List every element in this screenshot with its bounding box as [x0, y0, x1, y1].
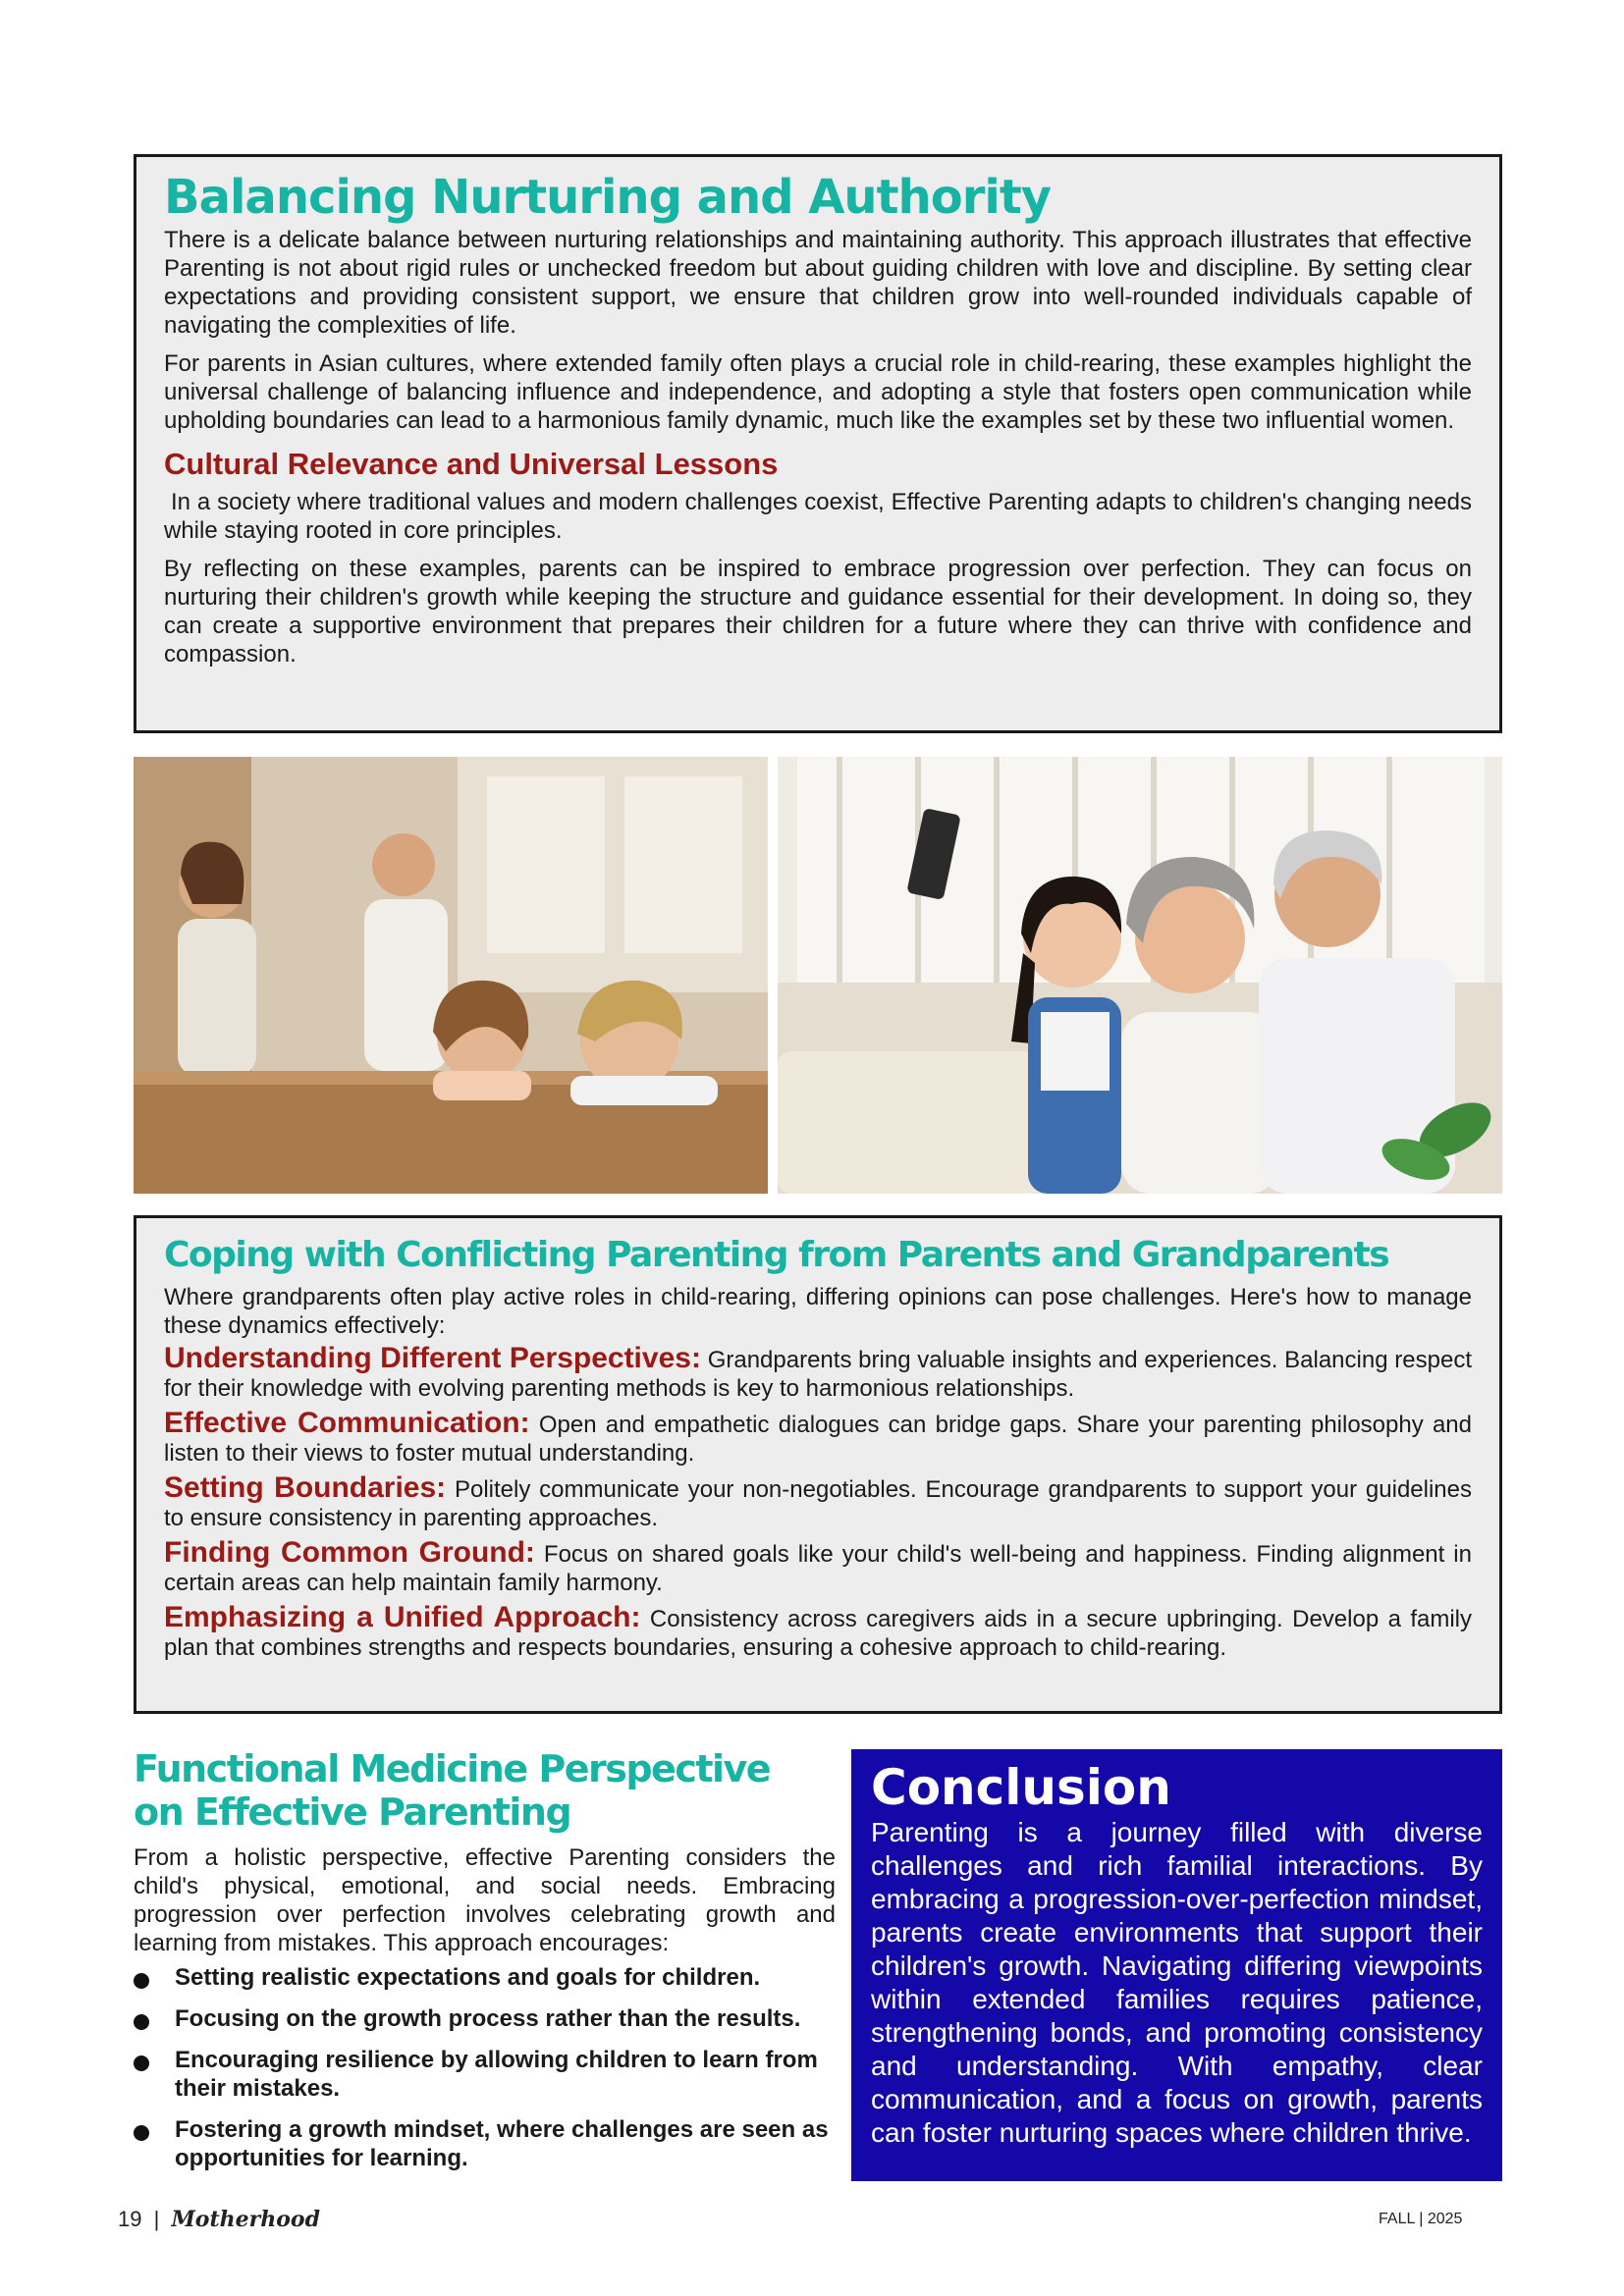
conclusion-box: [851, 1749, 1502, 2181]
section-balancing-box: [134, 154, 1502, 733]
issue-label: FALL | 2025: [1379, 2211, 1463, 2227]
photo-grandparents-selfie-illustration: [778, 757, 1502, 1194]
section-functional-medicine: [134, 1747, 836, 2185]
term-text: Open and empathetic dialogues can bridge gaps. Share your parenting philosophy and listen to their views to foster mutual understanding.: [164, 1412, 1473, 1467]
term-item: [164, 1538, 1472, 1597]
section-title: Balancing Nurturing and Authority: [164, 170, 1052, 225]
footer-separator: |: [153, 2207, 160, 2231]
term-label: Emphasizing a Unified Approach:: [164, 1601, 641, 1633]
term-item: [164, 1603, 1472, 1662]
bullet-icon: [134, 2056, 149, 2071]
list-item: Encouraging resilience by allowing children to learn from their mistakes.: [134, 2046, 836, 2103]
term-label: Setting Boundaries:: [164, 1471, 447, 1504]
term-item: [164, 1344, 1472, 1403]
paragraph: For parents in Asian cultures, where extended family often plays a crucial role in child-rearing, these examples highlight the universal challenge of balancing influence and independence, and adopting a style that fosters open communication while upholding boundaries can lead to a harmonious family dynamic, much like the examples set by these two influential women.: [164, 350, 1472, 434]
section-coping-box: [134, 1215, 1502, 1714]
bullet-icon: [134, 2125, 149, 2141]
list-item: Focusing on the growth process rather than the results.: [134, 2004, 836, 2033]
term-label: Effective Communication:: [164, 1407, 530, 1439]
term-label: Finding Common Ground:: [164, 1536, 535, 1569]
bullet-icon: [134, 2014, 149, 2030]
conclusion-text: Parenting is a journey filled with diverse challenges and rich familial interactions. By embracing a progression-over-perfection mindset, parents create environments that support their children's growth. Navigating differing viewpoints within extended families requires patience, strengthening bonds, and promoting consistency and understanding. With empathy, clear communication, and a focus on growth, parents can foster nurturing spaces where children thrive.: [871, 1817, 1483, 2148]
photo-arguing-parents: [134, 757, 768, 1194]
term-text: Politely communicate your non-negotiables. Encourage grandparents to support your guidelines to ensure consistency in parenting approaches.: [164, 1476, 1473, 1531]
term-text: Focus on shared goals like your child's well-being and happiness. Finding alignment in certain areas can help maintain family harmony.: [164, 1541, 1472, 1596]
paragraph: From a holistic perspective, effective Parenting considers the child's physical, emotional, and social needs. Embracing progression over perfection involves celebrating growth and learning from mistakes. This approach encourages:: [134, 1844, 836, 1956]
page-number: 19: [118, 2207, 142, 2231]
photo-arguing-parents-illustration: [134, 757, 768, 1194]
magazine-logo: Motherhood: [171, 2207, 320, 2232]
title-line-2: on Effective Parenting: [134, 1790, 571, 1834]
paragraph: By reflecting on these examples, parents can be inspired to embrace progression over perfection. They can focus on nurturing their children's growth while keeping the structure and guidance essential for their development. In doing so, they can create a supportive environment that prepares their children for a future where they can thrive with confidence and compassion.: [164, 556, 1472, 667]
paragraph: There is a delicate balance between nurturing relationships and maintaining authority. This approach illustrates that effective Parenting is not about rigid rules or unchecked freedom but about guiding children with love and discipline. By setting clear expectations and providing consistent support, we ensure that children grow into well-rounded individuals capable of navigating the complexities of life.: [164, 227, 1472, 339]
term-item: [164, 1409, 1472, 1468]
title-line-1: Functional Medicine Perspective: [134, 1747, 771, 1790]
list-item: Setting realistic expectations and goals for children.: [134, 1963, 836, 1992]
paragraph: In a society where traditional values and modern challenges coexist, Effective Parenting adapts to children's changing needs while staying rooted in core principles.: [164, 489, 1479, 544]
section-title: [134, 1747, 836, 1834]
term-text: Consistency across caregivers aids in a secure upbringing. Develop a family plan that combines strengths and respects boundaries, ensuring a cohesive approach to child-rearing.: [164, 1606, 1472, 1661]
term-label: Understanding Different Perspectives:: [164, 1342, 701, 1374]
section-title: Coping with Conflicting Parenting from Parents and Grandparents: [164, 1235, 1389, 1275]
bullet-list: [134, 1963, 836, 2172]
footer-left: [118, 2207, 320, 2232]
bullet-icon: [134, 1973, 149, 1989]
paragraph: Where grandparents often play active roles in child-rearing, differing opinions can pose challenges. Here's how to manage these dynamics effectively:: [164, 1284, 1472, 1339]
term-item: [164, 1473, 1472, 1532]
term-text: Grandparents bring valuable insights and experiences. Balancing respect for their knowledge with evolving parenting methods is key to harmonious relationships.: [164, 1347, 1473, 1402]
conclusion-title: Conclusion: [871, 1759, 1171, 1816]
photo-grandparents-selfie: [778, 757, 1502, 1194]
subheading: Cultural Relevance and Universal Lessons: [164, 447, 779, 481]
list-item: Fostering a growth mindset, where challenges are seen as opportunities for learning.: [134, 2115, 836, 2172]
